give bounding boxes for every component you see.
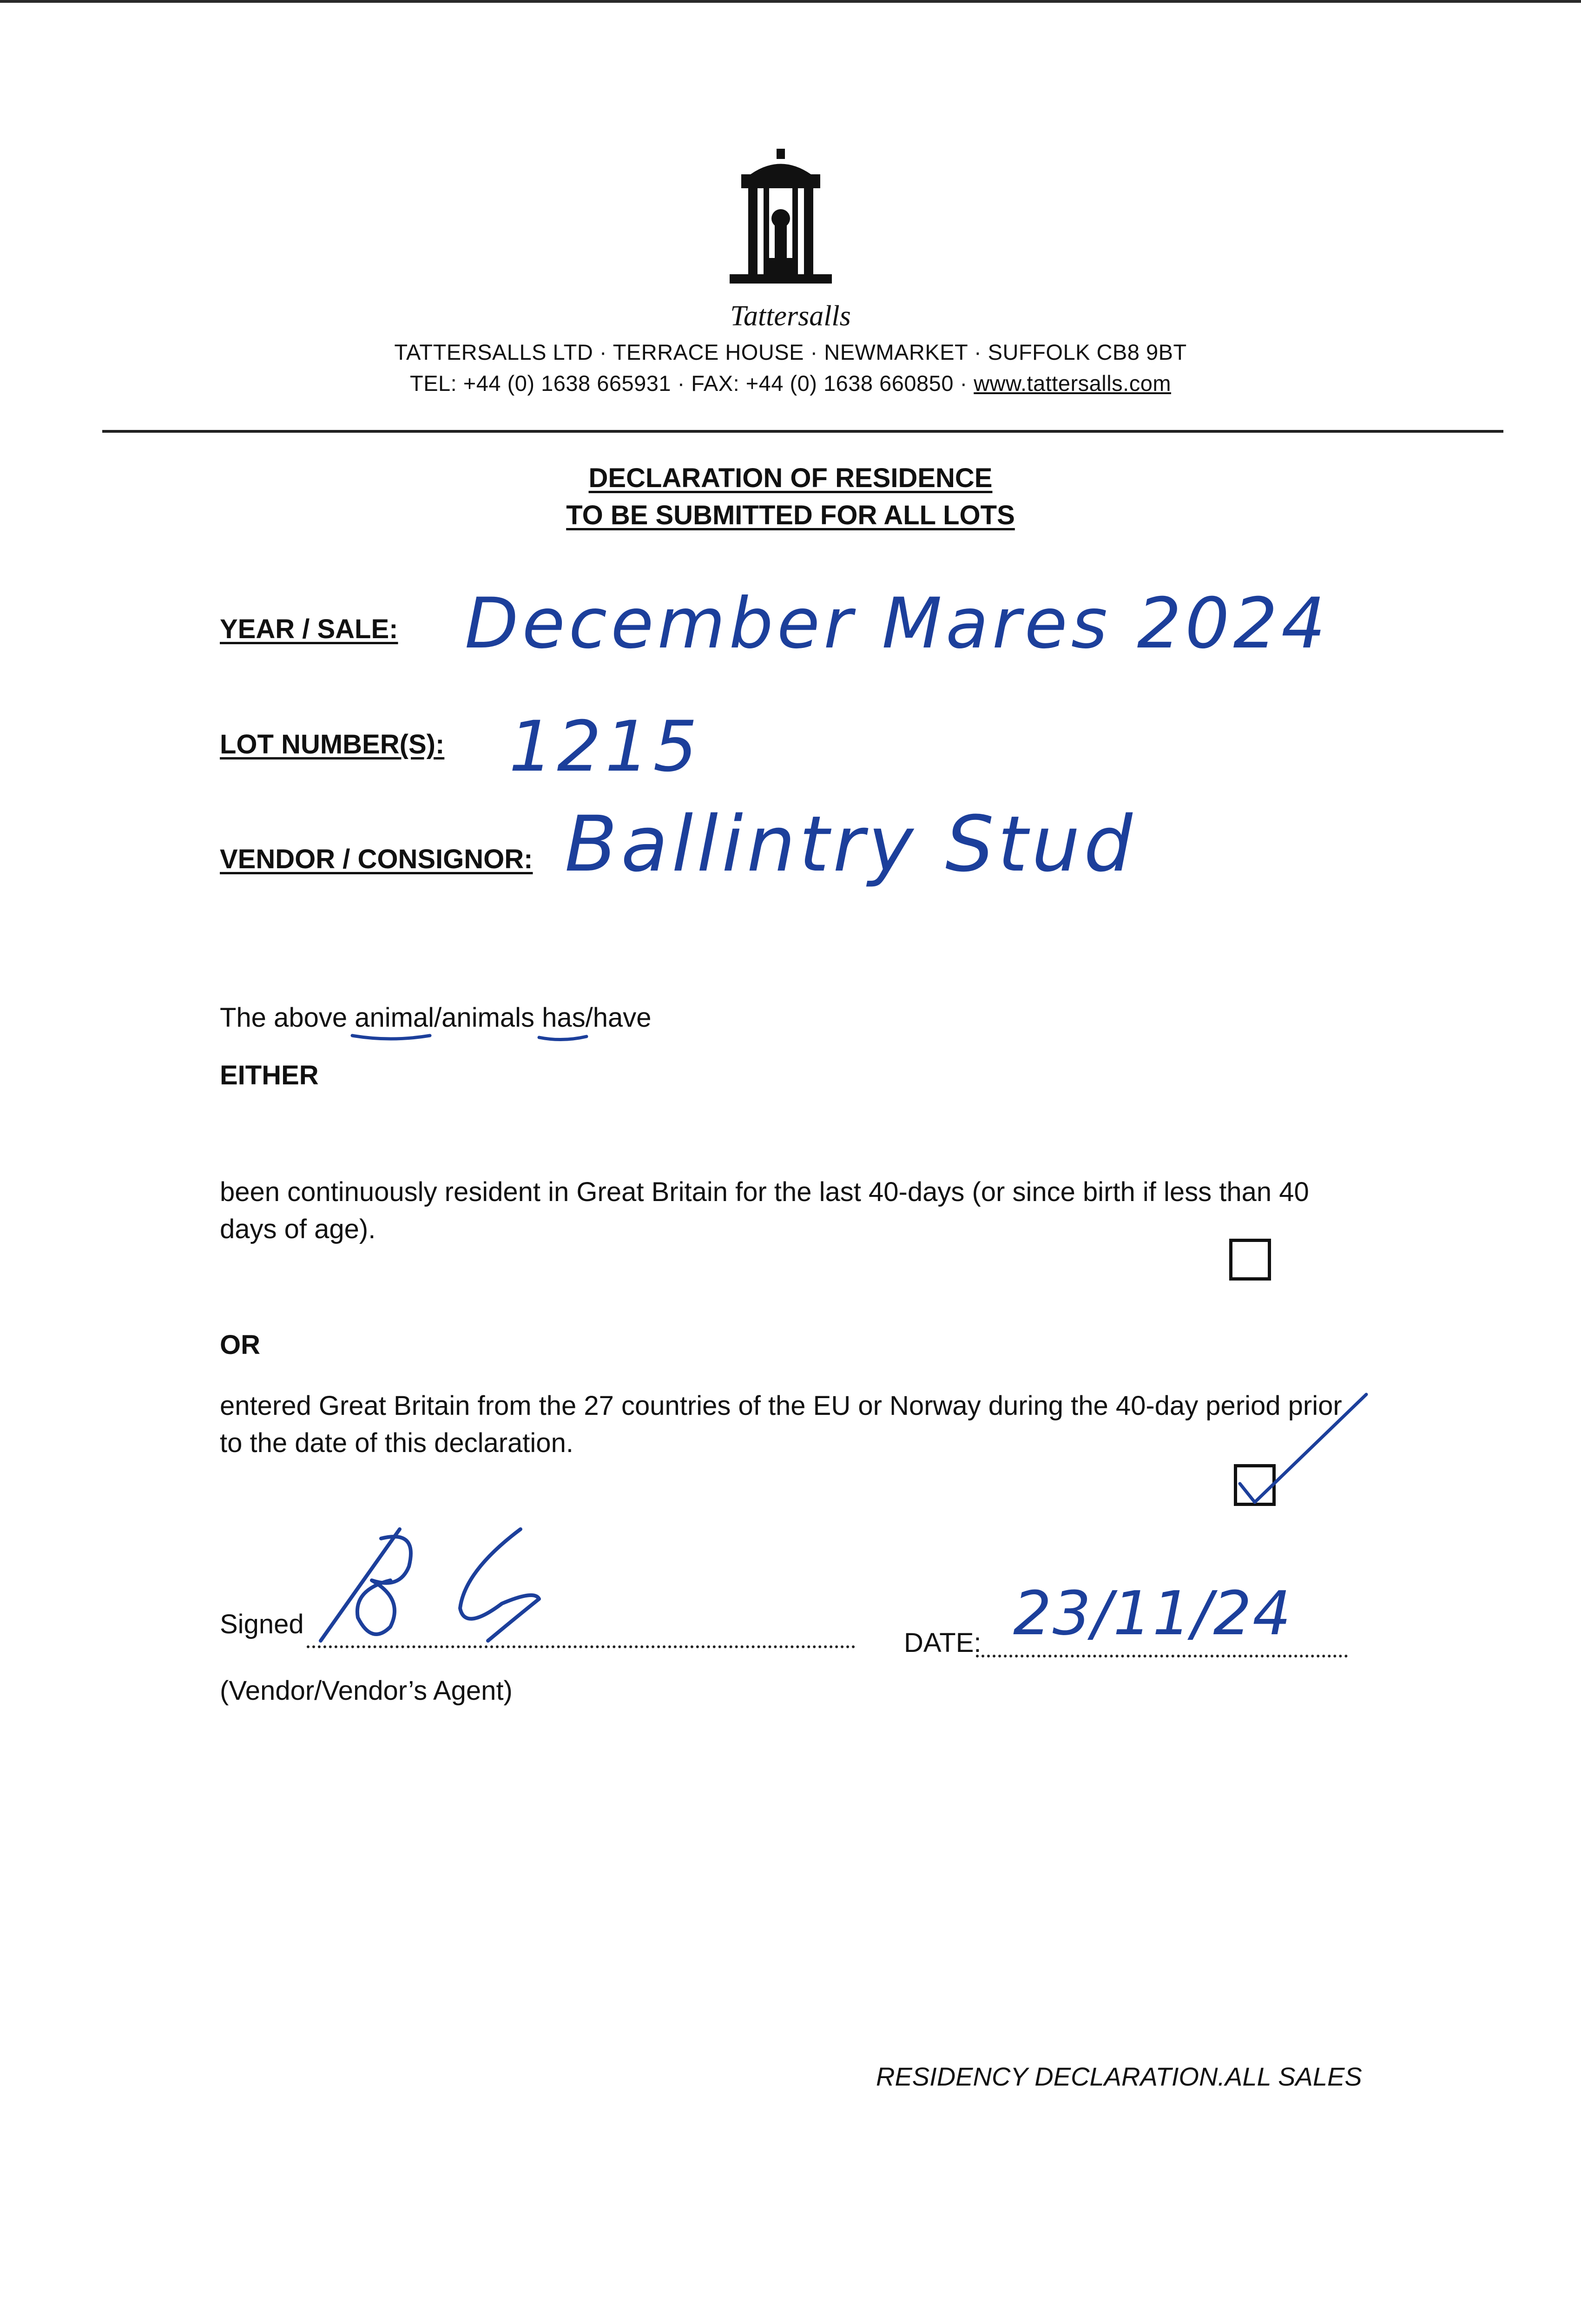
option2-check-mark-icon [1240, 1394, 1366, 1502]
company-address: TATTERSALLS LTD · TERRACE HOUSE · NEWMARKET · SUFFOLK CB8 9BT [394, 340, 1187, 364]
option1-text: been continuously resident in Great Britain for the last 40-days (or since birth if less than 40 days of age). [220, 1177, 1309, 1244]
statement-intro: The above animal/animals has/have [220, 1003, 652, 1033]
or-label: OR [220, 1330, 260, 1360]
form-reference: RESIDENCY DECLARATION.ALL SALES [876, 2062, 1362, 2091]
company-name: Tattersalls [730, 300, 851, 332]
date-value[interactable]: 23/11/24 [1013, 1578, 1292, 1649]
form-title: DECLARATION OF RESIDENCE [588, 463, 993, 493]
has-selection-mark [539, 1037, 586, 1040]
option2-text: entered Great Britain from the 27 countries of the EU or Norway during the 40-day period prior to the date of this declaration. [220, 1391, 1342, 1458]
lot-number-value[interactable]: 1215 [509, 706, 701, 787]
vendor-label: VENDOR / CONSIGNOR: [220, 844, 533, 874]
vendor-agent-label: (Vendor/Vendor’s Agent) [220, 1676, 513, 1706]
form-subtitle: TO BE SUBMITTED FOR ALL LOTS [566, 500, 1015, 530]
selected-has: has [542, 1003, 586, 1033]
either-label: EITHER [220, 1060, 319, 1090]
website-link[interactable]: www.tattersalls.com [974, 371, 1172, 396]
signature-icon [321, 1529, 539, 1641]
selected-animal: animal [355, 1003, 435, 1033]
year-sale-label: YEAR / SALE: [220, 614, 398, 644]
date-label: DATE: [904, 1628, 982, 1658]
vendor-value[interactable]: Ballintry Stud [565, 799, 1136, 889]
lot-number-label: LOT NUMBER(S): [220, 729, 445, 759]
contact-numbers: TEL: +44 (0) 1638 665931 · FAX: +44 (0) 1638 660850 · [409, 371, 974, 396]
year-sale-value[interactable]: December Mares 2024 [465, 583, 1330, 664]
signed-label: Signed [220, 1609, 304, 1639]
animal-selection-mark [352, 1036, 430, 1039]
